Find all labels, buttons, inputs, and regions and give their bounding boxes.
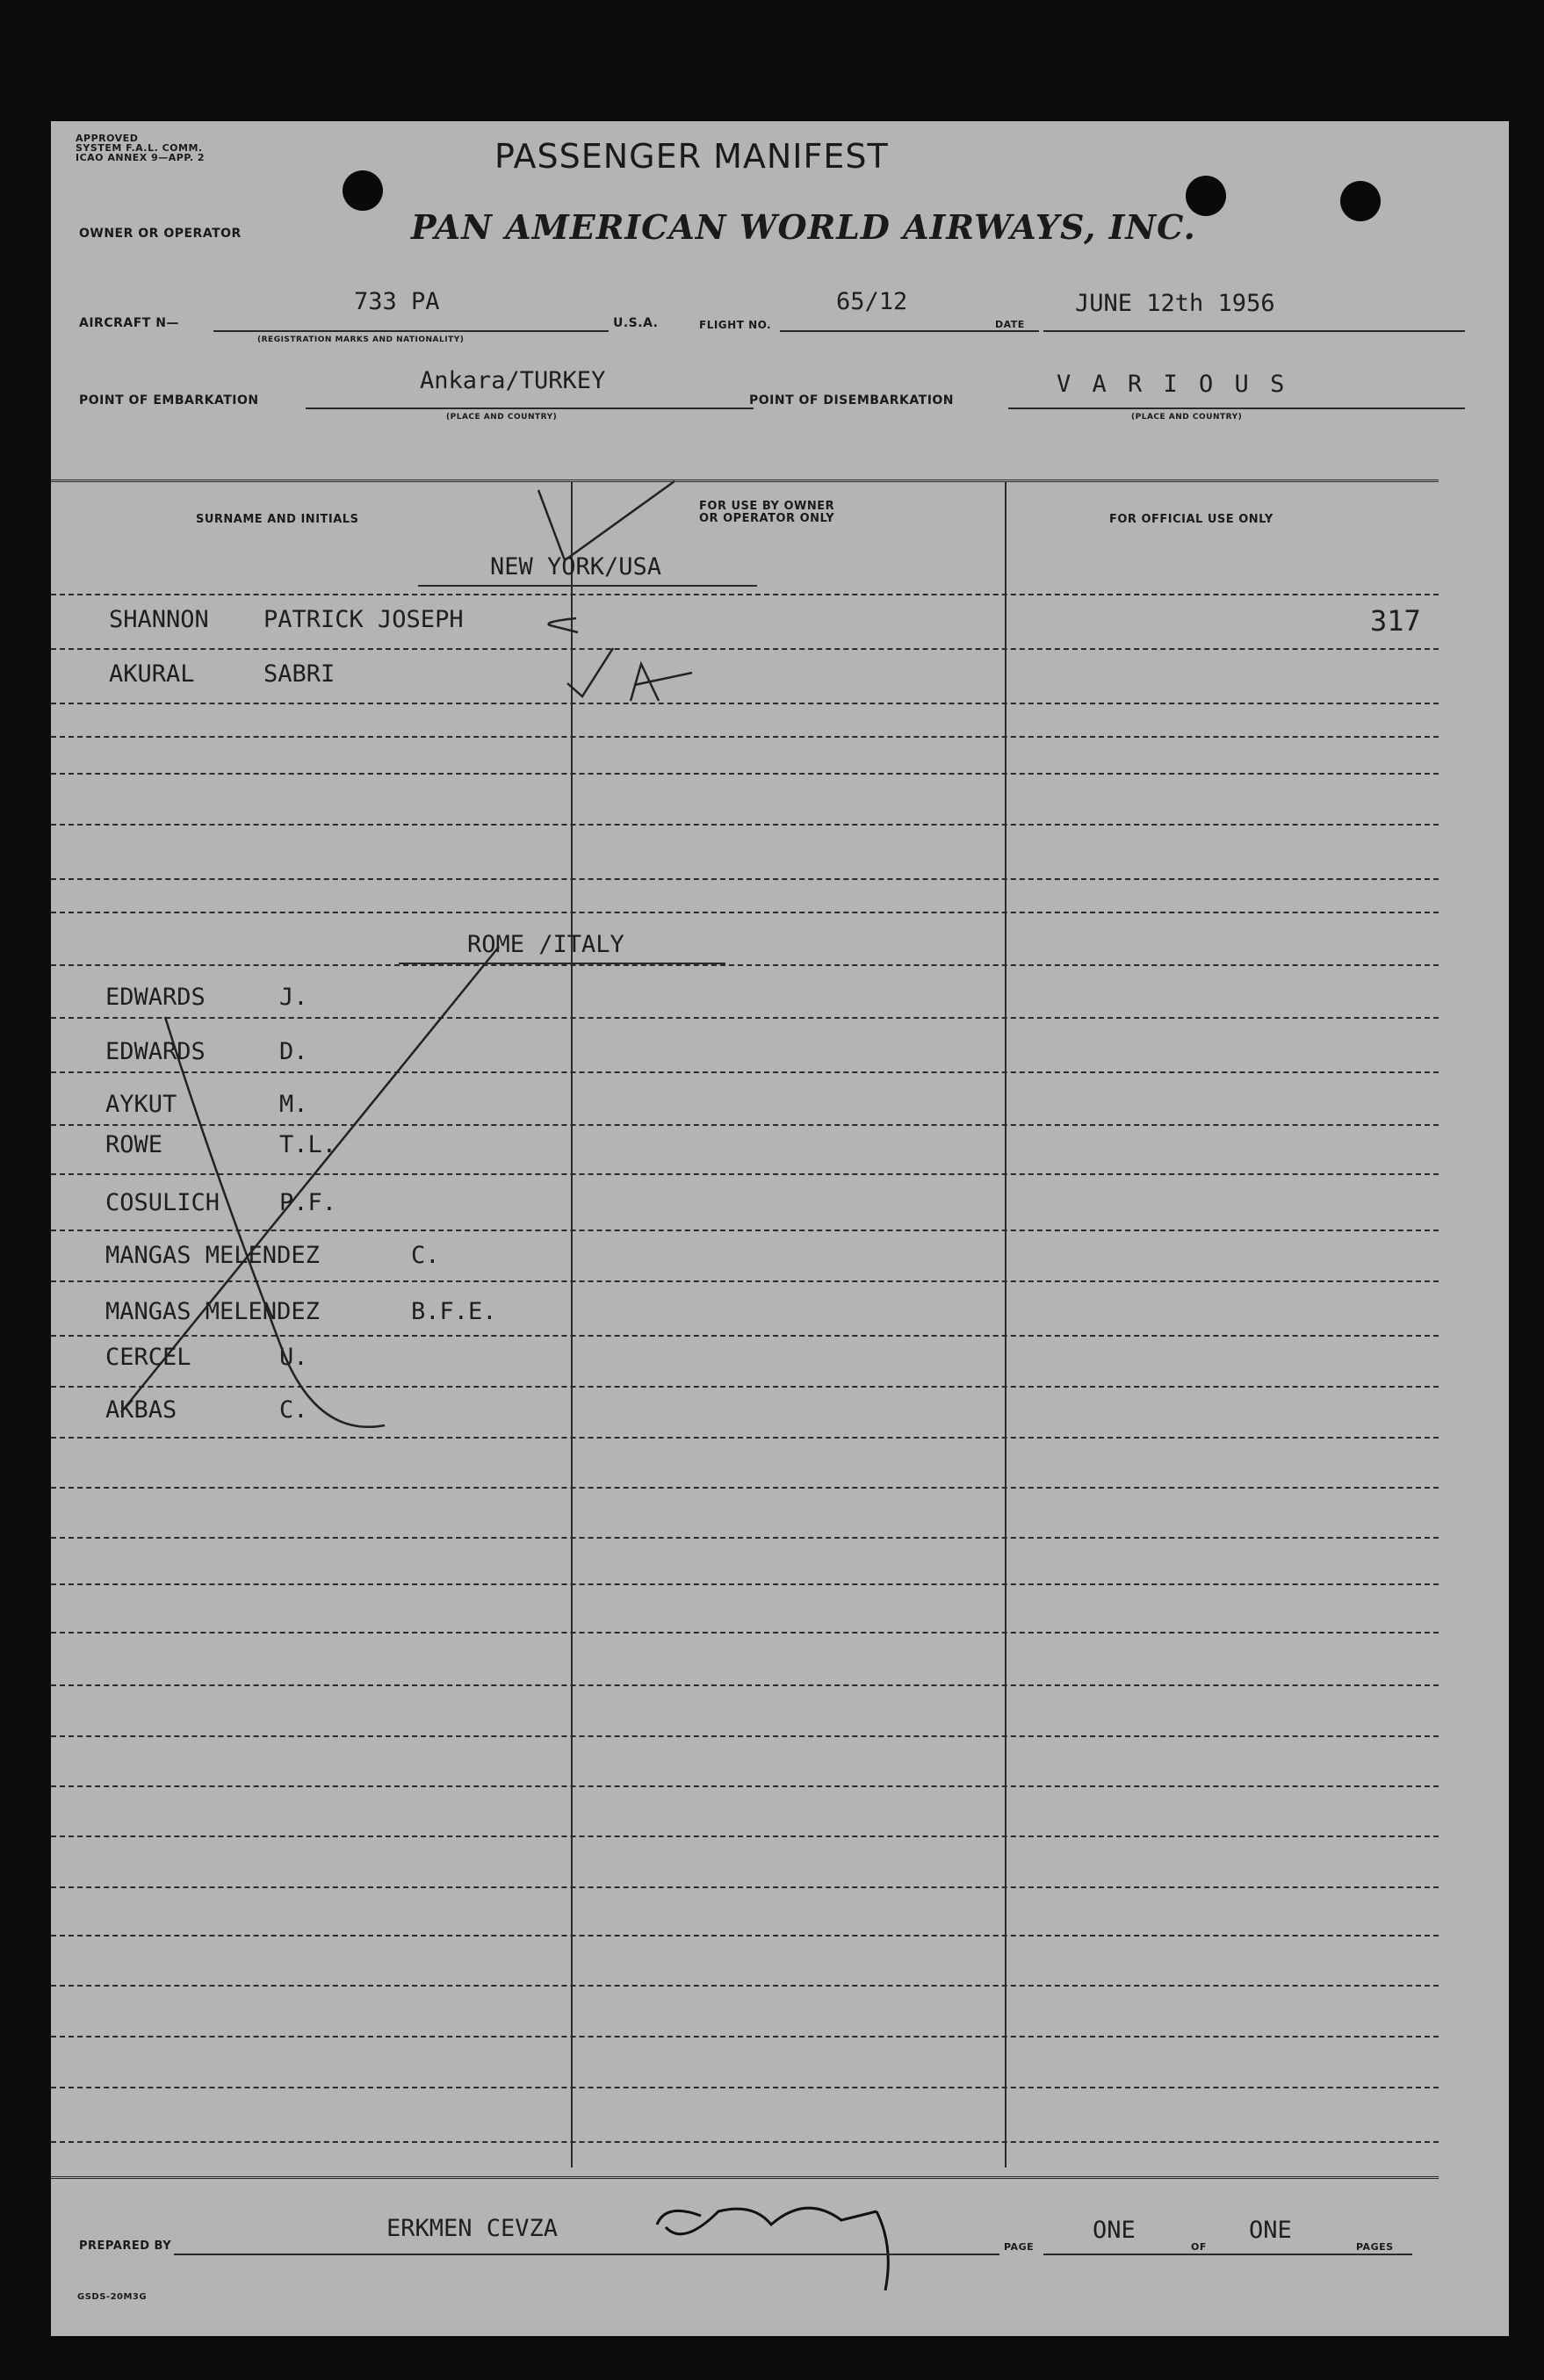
of-label: OF [1191,2241,1207,2253]
official-use-column-header: FOR OFFICIAL USE ONLY [1109,513,1273,526]
prepared-by-value: ERKMEN CEVZA [386,2215,559,2242]
aircraft-label: AIRCRAFT N— [79,316,179,330]
disembarkation-caption: (PLACE AND COUNTRY) [1131,413,1243,422]
pen-mark [549,618,578,632]
passenger-initials: M. [279,1091,308,1118]
passenger-initials: C. [411,1242,440,1269]
manifest-sheet [51,121,1509,2336]
passenger-surname: AYKUT [105,1091,177,1118]
disembarkation-label: POINT OF DISEMBARKATION [749,393,955,407]
official-note: 317 [1370,604,1421,638]
passenger-initials: U. [279,1344,308,1371]
embarkation-value: Ankara/TURKEY [420,367,606,394]
passenger-surname: MANGAS MELENDEZ [105,1242,320,1269]
passenger-surname: EDWARDS [105,1038,206,1065]
operator-name: PAN AMERICAN WORLD AIRWAYS, INC. [411,207,1196,247]
flight-value: 65/12 [836,288,908,315]
check-mark [538,481,675,560]
passenger-surname: EDWARDS [105,984,206,1011]
passenger-surname: COSULICH [105,1189,220,1216]
owner-use-line: FOR USE BY OWNER [699,500,835,513]
date-value: JUNE 12th 1956 [1075,290,1275,317]
handwritten-marks [51,121,1509,2336]
page-value: ONE [1093,2217,1136,2244]
aircraft-value: 733 PA [354,288,440,315]
passenger-initials: PATRICK JOSEPH [263,606,464,633]
passenger-initials: SABRI [263,660,335,688]
passenger-surname: ROWE [105,1131,163,1158]
disembarkation-value: V A R I O U S [1057,371,1288,398]
passenger-initials: P.F. [279,1189,337,1216]
form-code: GSDS-20M3G [77,2292,148,2302]
page-title: PASSENGER MANIFEST [494,137,889,176]
flight-label: FLIGHT NO. [699,319,772,331]
prepared-by-label: PREPARED BY [79,2239,172,2253]
passenger-initials: D. [279,1038,308,1065]
embarkation-caption: (PLACE AND COUNTRY) [446,413,558,422]
usa-label: U.S.A. [613,316,659,330]
owner-use-line: OR OPERATOR ONLY [699,512,835,525]
surname-column-header: SURNAME AND INITIALS [196,513,359,526]
of-value: ONE [1249,2217,1292,2244]
passenger-initials: T.L. [279,1131,337,1158]
passenger-surname: MANGAS MELENDEZ [105,1298,320,1325]
owner-label: OWNER OR OPERATOR [79,227,242,241]
passenger-surname: AKBAS [105,1396,177,1424]
page-label: PAGE [1004,2241,1035,2253]
approval-line: SYSTEM F.A.L. COMM. [76,142,203,154]
pen-mark [631,664,692,701]
passenger-surname: AKURAL [109,660,195,688]
pages-label: PAGES [1356,2241,1394,2253]
check-mark [567,648,613,696]
passenger-surname: CERCEL [105,1344,191,1371]
registration-caption: (REGISTRATION MARKS AND NATIONALITY) [257,335,465,344]
destination-heading: NEW YORK/USA [490,553,662,581]
passenger-surname: SHANNON [109,606,209,633]
destination-heading: ROME /ITALY [467,931,624,958]
passenger-initials: C. [279,1396,308,1424]
passenger-initials: J. [279,984,308,1011]
passenger-initials: B.F.E. [411,1298,497,1325]
embarkation-label: POINT OF EMBARKATION [79,393,259,407]
strike-line [121,947,499,1412]
date-label: DATE [995,319,1025,330]
approval-line: ICAO ANNEX 9—APP. 2 [76,152,206,163]
approval-line: APPROVED [76,133,139,144]
